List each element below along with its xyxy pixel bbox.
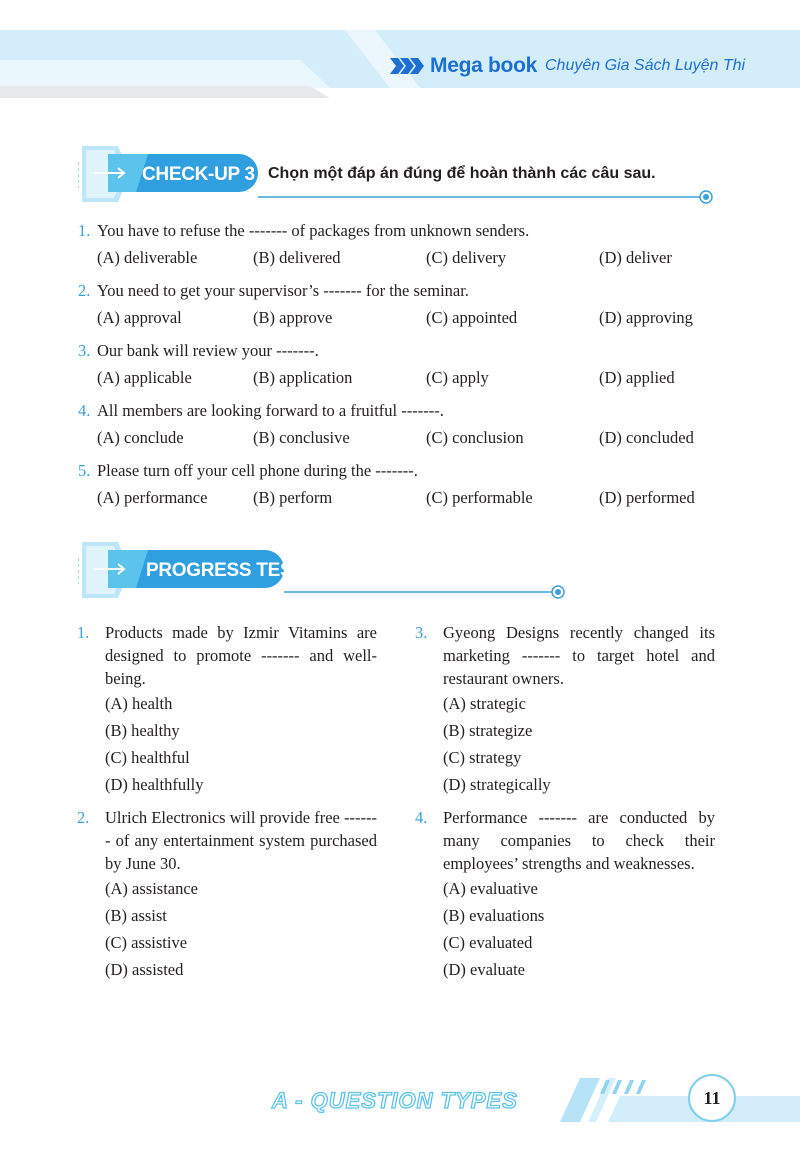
checkup-label: CHECK-UP 3 — [142, 164, 255, 185]
checkup-question-5: 5. Please turn off your cell phone during the -------. — [78, 461, 418, 480]
footer-section-title: A - QUESTION TYPES — [272, 1088, 518, 1113]
option: (D) assisted — [105, 960, 184, 979]
option: (A) deliverable — [97, 248, 198, 267]
option: (A) approval — [97, 308, 182, 327]
option: (A) conclude — [97, 428, 184, 447]
option: (A) performance — [97, 488, 208, 507]
brand-logo-icon — [390, 56, 424, 76]
option: (D) evaluate — [443, 960, 525, 979]
option: (D) applied — [599, 368, 675, 387]
option: (A) assistance — [105, 879, 199, 898]
option: (C) conclusion — [426, 428, 524, 447]
footer-decoration — [540, 1070, 800, 1130]
brand — [390, 52, 745, 80]
option: (C) assistive — [105, 933, 188, 952]
option: (A) health — [105, 694, 173, 713]
brand-tagline: Chuyên Gia Sách Luyện Thi — [544, 57, 746, 74]
progress-question-2: 2. Ulrich Electronics will provide free ------- of any entertainment system purchased by June 30. (A) assistance (B) assist (C) assistive (D) assisted — [77, 806, 377, 983]
page-number: 11 — [688, 1074, 736, 1122]
option: (B) assist — [105, 906, 167, 925]
option: (D) strategically — [443, 775, 551, 794]
checkup-question-4: 4. All members are looking forward to a fruitful -------. — [78, 401, 444, 420]
progress-question-1: 1. Products made by Izmir Vitamins are designed to promote ------- and well-being. (A) health (B) healthy (C) healthful (D) healthfully — [77, 621, 377, 798]
checkup-question-2: 2. You need to get your supervisor’s ------- for the seminar. — [78, 281, 469, 300]
option: (D) concluded — [599, 428, 694, 447]
option: (C) strategy — [443, 748, 522, 767]
checkup-instruction: Chọn một đáp án đúng để hoàn thành các câu sau. — [268, 165, 656, 182]
brand-name: Mega book — [430, 54, 537, 77]
option: (B) evaluations — [443, 906, 545, 925]
option: (C) evaluated — [443, 933, 533, 952]
option: (C) apply — [426, 368, 489, 387]
checkup-question-1: 1. You have to refuse the ------- of packages from unknown senders. — [78, 221, 530, 240]
option: (B) strategize — [443, 721, 533, 740]
progress-question-4: 4. Performance ------- are conducted by many companies to check their employees’ strengths and weaknesses. (A) evaluative (B) evaluations (C) evaluated (D) evaluate — [415, 806, 715, 983]
option: (B) approve — [253, 308, 333, 327]
option: (B) application — [253, 368, 353, 387]
option: (B) delivered — [253, 248, 341, 267]
option: (B) conclusive — [253, 428, 350, 447]
option: (D) approving — [599, 308, 693, 327]
option: (B) perform — [253, 488, 333, 507]
option: (C) appointed — [426, 308, 518, 327]
option: (D) performed — [599, 488, 695, 507]
progress-right-column — [415, 621, 715, 991]
option: (C) delivery — [426, 248, 507, 267]
progress-question-3: 3. Gyeong Designs recently changed its marketing ------- to target hotel and restaurant owners. (A) strategic (B) strategize (C) strategy (D) strategically — [415, 621, 715, 798]
option: (A) applicable — [97, 368, 192, 387]
option: (B) healthy — [105, 721, 180, 740]
option: (A) evaluative — [443, 879, 538, 898]
progress-left-column — [77, 621, 377, 991]
option: (C) healthful — [105, 748, 190, 767]
option: (D) deliver — [599, 248, 672, 267]
option: (A) strategic — [443, 694, 526, 713]
checkup-question-3: 3. Our bank will review your -------. — [78, 341, 319, 360]
option: (D) healthfully — [105, 775, 204, 794]
progress-label: PROGRESS TEST — [146, 560, 304, 581]
option: (C) performable — [426, 488, 533, 507]
